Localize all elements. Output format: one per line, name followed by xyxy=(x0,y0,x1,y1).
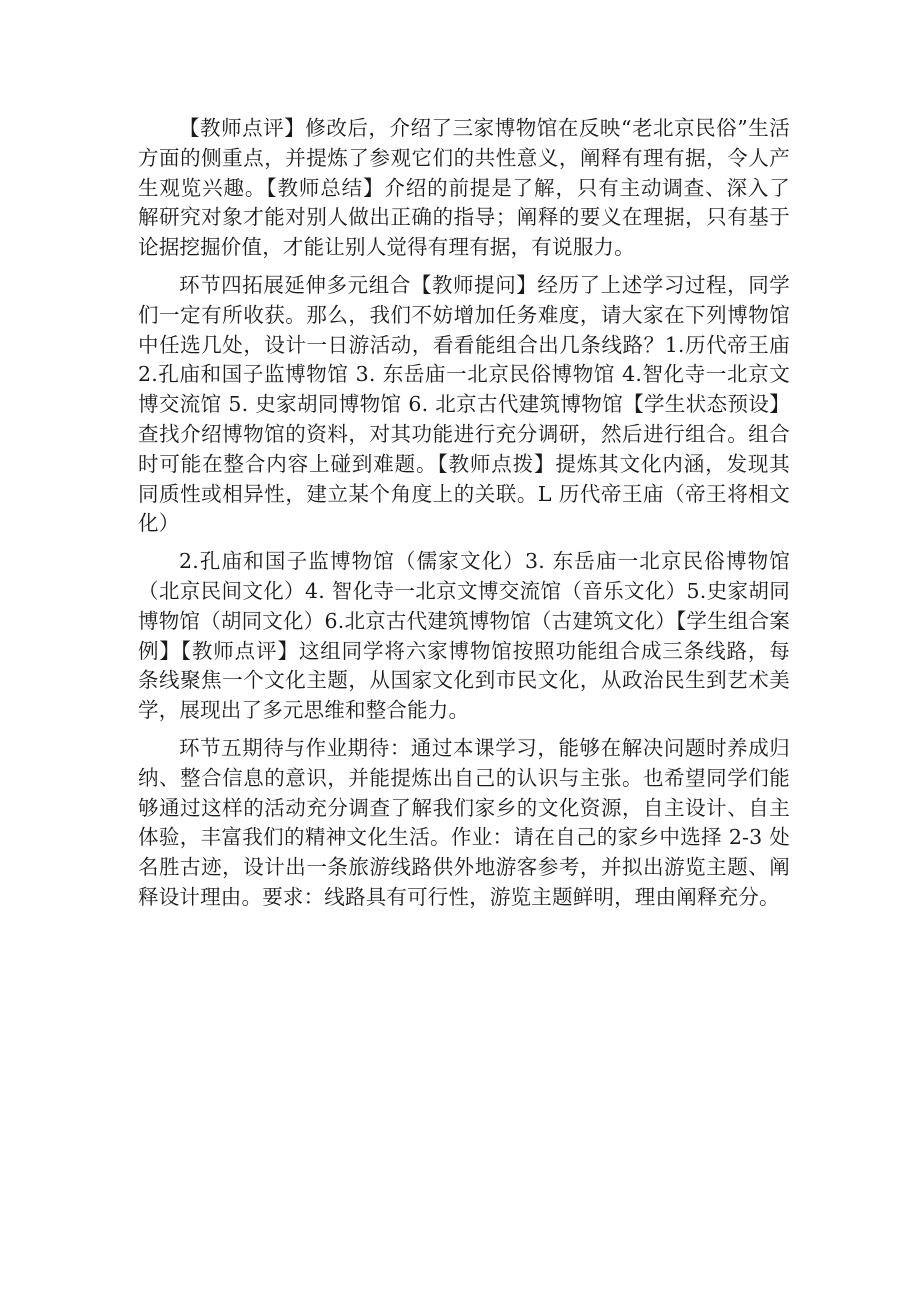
paragraph-stage-five: 环节五期待与作业期待：通过本课学习，能够在解决问题时养成归纳、整合信息的意识，并能提炼出自己的认识与主张。也希望同学们能够通过这样的活动充分调查了解我们家乡的文化资源，自主设计、自主体验，丰富我们的精神文化生活。作业：请在自己的家乡中选择 2-3 处名胜古迹，设计出一条旅游线路供外地游客参考，并拟出游览主题、阐释设计理由。要求：线路具有可行性，游览主题鲜明，理由阐释充分。 xyxy=(138,735,790,909)
paragraph-stage-four: 环节四拓展延伸多元组合【教师提问】经历了上述学习过程，同学们一定有所收获。那么，我们不妨增加任务难度，请大家在下列博物馆中任选几处，设计一日游活动，看看能组合出几条线路？1.历代帝王庙 2.孔庙和国子监博物馆 3. 东岳庙一北京民俗博物馆 4.智化寺一北京文博交流馆 5. 史家胡同博物馆 6. 北京古代建筑博物馆【学生状态预设】查找介绍博物馆的资料，对其功能进行充分调研，然后进行组合。组合时可能在整合内容上碰到难题。【教师点拨】提炼其文化内涵，发现其同质性或相异性，建立某个角度上的关联。L 历代帝王庙（帝王将相文化） xyxy=(138,272,790,536)
paragraph-museum-list: 2.孔庙和国子监博物馆（儒家文化）3. 东岳庙一北京民俗博物馆（北京民间文化）4. 智化寺一北京文博交流馆（音乐文化）5.史家胡同博物馆（胡同文化）6.北京古代建筑博物馆（古建筑文化）【学生组合案例】【教师点评】这组同学将六家博物馆按照功能组合成三条线路，每条线聚焦一个文化主题，从国家文化到市民文化，从政治民生到艺术美学，展现出了多元思维和整合能力。 xyxy=(138,549,790,723)
document-body xyxy=(138,114,790,921)
paragraph-teacher-review: 【教师点评】修改后，介绍了三家博物馆在反映“老北京民俗”生活方面的侧重点，并提炼了参观它们的共性意义，阐释有理有据，令人产生观览兴趣。【教师总结】介绍的前提是了解，只有主动调查、深入了解研究对象才能对别人做出正确的指导；阐释的要义在理据，只有基于论据挖掘价值，才能让别人觉得有理有据，有说服力。 xyxy=(138,116,790,260)
